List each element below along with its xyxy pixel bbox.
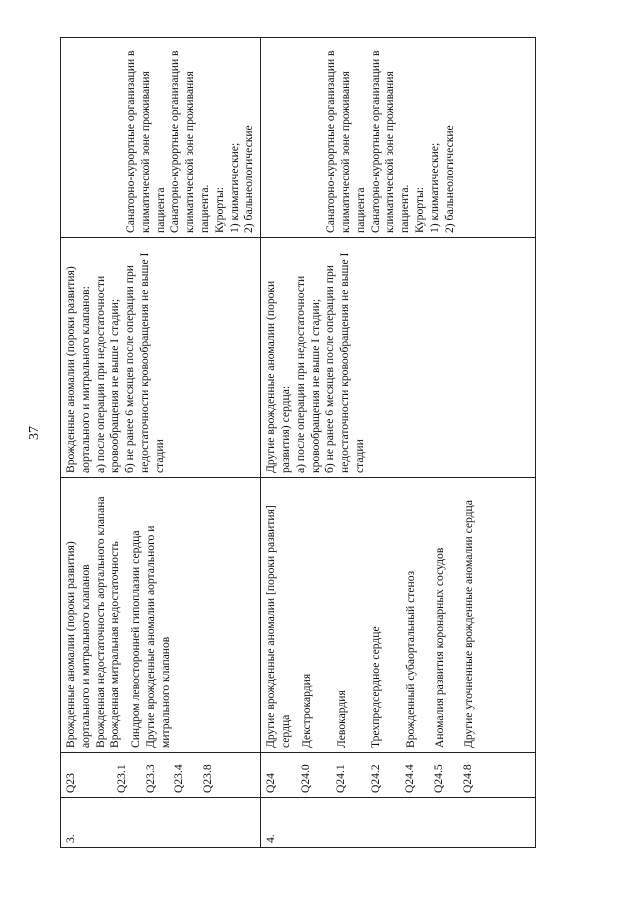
conditions — [61, 238, 261, 478]
diagnosis: Синдром левосторонней гипоплазии сердца — [129, 530, 143, 748]
recommendation: 1) климатические; — [227, 142, 241, 233]
icd-code: Q24 — [264, 773, 278, 793]
table-row-4 — [261, 38, 536, 848]
row-number: 4. — [261, 798, 536, 848]
recommendation: Курорты: — [212, 187, 226, 233]
icd-code: Q24.0 — [298, 764, 312, 793]
diagnoses — [261, 478, 536, 753]
icd-codes — [61, 753, 261, 798]
diagnosis: Аномалия развития коронарных сосудов — [432, 547, 446, 748]
condition: б) не ранее 6 месяцев после операции при недостаточности кровообращения не выше I стадии — [123, 252, 166, 473]
icd-code: Q24.2 — [368, 764, 382, 793]
diagnosis: Другие врожденные аномалии аортального и митрального клапанов — [143, 525, 172, 748]
icd-code: Q23 — [64, 773, 77, 793]
recommendation: Санаторно-курортные организации в климатической зоне проживания пациента — [324, 50, 367, 233]
condition: а) после операции при недостаточности кровообращения не выше I стадии; — [93, 275, 122, 473]
diagnosis: Врожденные аномалии (пороки развития) аортального и митрального клапанов — [64, 541, 92, 748]
icd-code: Q24.5 — [432, 764, 446, 793]
icd-code: Q24.8 — [460, 764, 474, 793]
icd-code: Q23.1 — [114, 764, 128, 793]
icd-codes — [261, 753, 536, 798]
recommendations — [61, 38, 261, 238]
recommendation: 1) климатические; — [427, 142, 441, 233]
icd-code: Q24.4 — [403, 764, 417, 793]
recommendations — [261, 38, 536, 238]
icd-code: Q24.1 — [333, 764, 347, 793]
rotated-table — [60, 38, 536, 848]
condition: Врожденные аномалии (пороки развития) аортального и митрального клапанов: — [64, 266, 92, 473]
diagnosis: Врожденная недостаточность аортального клапана — [93, 496, 107, 748]
diagnosis: Другие врожденные аномалии [пороки развития] сердца — [264, 505, 292, 748]
condition: а) после операции при недостаточности кровообращения не выше I стадии; — [293, 275, 322, 473]
condition: б) не ранее 6 месяцев после операции при недостаточности кровообращения не выше I стадии — [323, 252, 366, 473]
table-row-3 — [61, 38, 261, 848]
recommendation: Санаторно-курортные организации в климатической зоне проживания пациента. — [368, 50, 412, 233]
treatment-table — [60, 37, 536, 848]
diagnosis: Левокардия — [334, 690, 348, 748]
icd-code: Q23.3 — [143, 764, 157, 793]
recommendation: 2) бальнеологические — [442, 125, 456, 233]
diagnoses — [61, 478, 261, 753]
diagnosis: Декстрокардия — [299, 673, 313, 748]
recommendation: Санаторно-курортные организации в климатической зоне проживания пациента. — [168, 50, 211, 233]
diagnosis: Врожденный субаортальный стеноз — [404, 570, 418, 748]
row-number: 3. — [61, 798, 261, 848]
condition: Другие врожденные аномалии (пороки развития) сердца: — [264, 280, 292, 473]
icd-code: Q23.8 — [201, 764, 215, 793]
recommendation: Санаторно-курортные организации в климатической зоне проживания пациента — [124, 50, 167, 233]
icd-code: Q23.4 — [172, 764, 186, 793]
conditions — [261, 238, 536, 478]
diagnosis: Врожденная митральная недостаточность — [108, 541, 122, 748]
diagnosis: Другие уточненные врожденные аномалии сердца — [461, 500, 475, 748]
page-number: 37 — [27, 426, 42, 440]
recommendation: 2) бальнеологические — [242, 125, 256, 233]
recommendation: Курорты: — [412, 187, 426, 233]
diagnosis: Трехпредсердное сердце — [369, 626, 383, 748]
